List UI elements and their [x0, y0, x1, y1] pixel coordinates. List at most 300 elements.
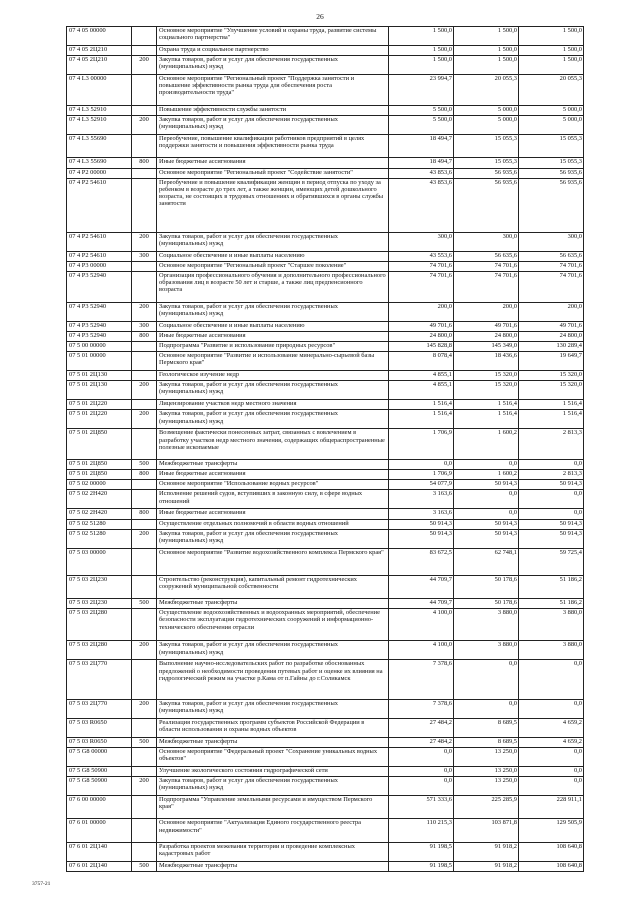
item-name-cell: Основное мероприятие "Региональный проект "Поддержка занятости и повышение эффективности рынка труда для обеспечения роста производительности труда": [157, 75, 389, 106]
year1-amount-cell: 24 800,0: [389, 331, 454, 341]
year2-amount-cell: 56 935,6: [454, 168, 519, 178]
item-name-cell: Основное мероприятие "Улучшение условий и охраны труда, развитие системы социального партнерства": [157, 27, 389, 46]
year3-amount-cell: 108 640,8: [519, 842, 584, 861]
year3-amount-cell: 0,0: [519, 660, 584, 699]
table-row: [67, 861, 584, 871]
year3-amount-cell: 4 659,2: [519, 737, 584, 747]
table-row: [67, 45, 584, 55]
table-row: [67, 737, 584, 747]
table-row: [67, 342, 584, 352]
year3-amount-cell: 1 500,0: [519, 27, 584, 46]
target-code-cell: 07 5 01 2Ц850: [67, 429, 132, 460]
year2-amount-cell: 3 880,0: [454, 641, 519, 660]
year1-amount-cell: 7 378,6: [389, 660, 454, 699]
table-row: [67, 747, 584, 766]
year1-amount-cell: 8 078,4: [389, 352, 454, 371]
year1-amount-cell: 83 672,5: [389, 548, 454, 575]
expense-type-cell: [132, 75, 157, 106]
target-code-cell: 07 4 L3 55690: [67, 158, 132, 168]
table-row: [67, 381, 584, 400]
year1-amount-cell: 0,0: [389, 460, 454, 470]
item-name-cell: Иные бюджетные ассигнования: [157, 509, 389, 519]
year2-amount-cell: 74 701,6: [454, 272, 519, 303]
table-row: [67, 105, 584, 115]
item-name-cell: Повышение эффективности службы занятости: [157, 105, 389, 115]
year2-amount-cell: 15 320,0: [454, 371, 519, 381]
item-name-cell: Основное мероприятие "Развитие и использование минерально-сырьевой базы Пермского края": [157, 352, 389, 371]
expense-type-cell: [132, 795, 157, 818]
table-row: [67, 116, 584, 135]
year1-amount-cell: 27 484,2: [389, 718, 454, 737]
item-name-cell: Основное мероприятие "Региональный проект "Старшее поколение": [157, 261, 389, 271]
expense-type-cell: 200: [132, 116, 157, 135]
table-row: [67, 27, 584, 46]
expense-type-cell: [132, 575, 157, 598]
target-code-cell: 07 5 03 R0650: [67, 718, 132, 737]
expense-type-cell: 200: [132, 410, 157, 429]
expense-type-cell: [132, 134, 157, 157]
year2-amount-cell: 50 914,3: [454, 529, 519, 548]
year3-amount-cell: 51 186,2: [519, 599, 584, 609]
year1-amount-cell: 1 516,4: [389, 410, 454, 429]
year3-amount-cell: 50 914,3: [519, 519, 584, 529]
year2-amount-cell: 56 635,6: [454, 251, 519, 261]
year2-amount-cell: 62 748,1: [454, 548, 519, 575]
target-code-cell: 07 6 00 00000: [67, 795, 132, 818]
target-code-cell: 07 5 03 2Ц770: [67, 660, 132, 699]
table-row: [67, 331, 584, 341]
year3-amount-cell: 5 000,0: [519, 116, 584, 135]
table-row: [67, 795, 584, 818]
year3-amount-cell: 3 880,0: [519, 609, 584, 641]
item-name-cell: Основное мероприятие "Актуализация Единого государственного реестра недвижимости": [157, 819, 389, 842]
budget-table-body: [67, 27, 584, 872]
year3-amount-cell: 59 725,4: [519, 548, 584, 575]
year2-amount-cell: 8 689,5: [454, 737, 519, 747]
expense-type-cell: [132, 371, 157, 381]
item-name-cell: Переобучение, повышение квалификации работников предприятий в целях поддержки занятости и повышения эффективности рынка труда: [157, 134, 389, 157]
expense-type-cell: 200: [132, 56, 157, 75]
year1-amount-cell: 1 516,4: [389, 400, 454, 410]
year3-amount-cell: 108 640,8: [519, 861, 584, 871]
target-code-cell: 07 4 P2 00000: [67, 168, 132, 178]
expense-type-cell: 800: [132, 470, 157, 480]
item-name-cell: Социальное обеспечение и иные выплаты населению: [157, 251, 389, 261]
year3-amount-cell: 130 289,4: [519, 342, 584, 352]
year1-amount-cell: 200,0: [389, 302, 454, 321]
table-row: [67, 509, 584, 519]
item-name-cell: Межбюджетные трансферты: [157, 737, 389, 747]
target-code-cell: 07 5 01 2Ц850: [67, 470, 132, 480]
expense-type-cell: [132, 660, 157, 699]
year1-amount-cell: 44 709,7: [389, 599, 454, 609]
year2-amount-cell: 15 055,3: [454, 134, 519, 157]
table-row: [67, 641, 584, 660]
table-row: [67, 410, 584, 429]
year1-amount-cell: 5 500,0: [389, 116, 454, 135]
year2-amount-cell: 103 871,8: [454, 819, 519, 842]
table-row: [67, 168, 584, 178]
target-code-cell: 07 4 P3 52940: [67, 331, 132, 341]
item-name-cell: Переобучение и повышение квалификации женщин в период отпуска по уходу за ребенком в возрасте до трех лет, а также женщин, имеющих детей дошкольного возраста, не состоящих в трудовых отношениях и обратившихся в органы службы занятости: [157, 178, 389, 232]
target-code-cell: 07 5 03 2Ц280: [67, 641, 132, 660]
item-name-cell: Геологическое изучение недр: [157, 371, 389, 381]
item-name-cell: Закупка товаров, работ и услуг для обеспечения государственных (муниципальных) нужд: [157, 232, 389, 251]
year3-amount-cell: 0,0: [519, 460, 584, 470]
table-row: [67, 480, 584, 490]
year2-amount-cell: 15 055,3: [454, 158, 519, 168]
item-name-cell: Основное мероприятие "Использование водных ресурсов": [157, 480, 389, 490]
year1-amount-cell: 91 198,5: [389, 842, 454, 861]
target-code-cell: 07 5 02 2Н420: [67, 490, 132, 509]
item-name-cell: Основное мероприятие "Федеральный проект "Сохранение уникальных водных объектов": [157, 747, 389, 766]
year1-amount-cell: 5 500,0: [389, 105, 454, 115]
table-row: [67, 460, 584, 470]
table-row: [67, 251, 584, 261]
item-name-cell: Закупка товаров, работ и услуг для обеспечения государственных (муниципальных) нужд: [157, 302, 389, 321]
year3-amount-cell: 56 935,6: [519, 178, 584, 232]
footer-code: 3757-21: [32, 881, 51, 887]
target-code-cell: 07 4 P2 54610: [67, 232, 132, 251]
expense-type-cell: [132, 842, 157, 861]
item-name-cell: Закупка товаров, работ и услуг для обеспечения государственных (муниципальных) нужд: [157, 699, 389, 718]
item-name-cell: Осуществление водоохозяйственных и водоохранных мероприятий, обеспечение безопасности эксплуатации гидротехнических сооружений и информационно-технического обеспечения отрасли: [157, 609, 389, 641]
item-name-cell: Охрана труда и социальное партнерство: [157, 45, 389, 55]
expense-type-cell: 200: [132, 232, 157, 251]
expense-type-cell: 300: [132, 251, 157, 261]
year2-amount-cell: 1 500,0: [454, 27, 519, 46]
target-code-cell: 07 5 02 51280: [67, 519, 132, 529]
year1-amount-cell: 49 701,6: [389, 321, 454, 331]
year3-amount-cell: 2 813,3: [519, 470, 584, 480]
year1-amount-cell: 1 500,0: [389, 45, 454, 55]
year2-amount-cell: 50 178,6: [454, 599, 519, 609]
year2-amount-cell: 0,0: [454, 660, 519, 699]
year1-amount-cell: 43 553,6: [389, 251, 454, 261]
year2-amount-cell: 0,0: [454, 460, 519, 470]
target-code-cell: 07 5 03 2Ц770: [67, 699, 132, 718]
year1-amount-cell: 3 163,6: [389, 490, 454, 509]
target-code-cell: 07 4 05 2Ц210: [67, 45, 132, 55]
item-name-cell: Закупка товаров, работ и услуг для обеспечения государственных (муниципальных) нужд: [157, 529, 389, 548]
expense-type-cell: [132, 272, 157, 303]
table-row: [67, 371, 584, 381]
year2-amount-cell: 56 935,6: [454, 178, 519, 232]
item-name-cell: Осуществление отдельных полномочий в области водных отношений: [157, 519, 389, 529]
expense-type-cell: [132, 429, 157, 460]
year2-amount-cell: 13 250,0: [454, 747, 519, 766]
expense-type-cell: [132, 105, 157, 115]
year1-amount-cell: 4 855,1: [389, 371, 454, 381]
expense-type-cell: 200: [132, 381, 157, 400]
target-code-cell: 07 6 01 2Ц140: [67, 842, 132, 861]
year3-amount-cell: 1 500,0: [519, 45, 584, 55]
year1-amount-cell: 3 163,6: [389, 509, 454, 519]
target-code-cell: 07 4 P3 52940: [67, 272, 132, 303]
expense-type-cell: 500: [132, 460, 157, 470]
year2-amount-cell: 200,0: [454, 302, 519, 321]
table-row: [67, 490, 584, 509]
year3-amount-cell: 15 320,0: [519, 381, 584, 400]
year2-amount-cell: 1 600,2: [454, 429, 519, 460]
year1-amount-cell: 300,0: [389, 232, 454, 251]
item-name-cell: Возмещение фактически понесенных затрат, связанных с вовлечением в разработку участков недр местного значения, содержащих общераспространенные полезные ископаемые: [157, 429, 389, 460]
item-name-cell: Исполнение решений судов, вступивших в законную силу, в сфере водных отношений: [157, 490, 389, 509]
target-code-cell: 07 4 05 00000: [67, 27, 132, 46]
year1-amount-cell: 91 198,5: [389, 861, 454, 871]
year3-amount-cell: 0,0: [519, 509, 584, 519]
year3-amount-cell: 129 505,9: [519, 819, 584, 842]
item-name-cell: Закупка товаров, работ и услуг для обеспечения государственных (муниципальных) нужд: [157, 641, 389, 660]
year1-amount-cell: 27 484,2: [389, 737, 454, 747]
year1-amount-cell: 1 706,9: [389, 470, 454, 480]
table-row: [67, 352, 584, 371]
year3-amount-cell: 24 800,0: [519, 331, 584, 341]
expense-type-cell: 800: [132, 331, 157, 341]
expense-type-cell: [132, 27, 157, 46]
year3-amount-cell: 15 055,3: [519, 134, 584, 157]
table-row: [67, 400, 584, 410]
target-code-cell: 07 5 01 2Ц220: [67, 410, 132, 429]
year1-amount-cell: 4 100,0: [389, 641, 454, 660]
year1-amount-cell: 0,0: [389, 766, 454, 776]
table-row: [67, 75, 584, 106]
year2-amount-cell: 91 918,2: [454, 861, 519, 871]
item-name-cell: Разработка проектов межевания территории и проведение комплексных кадастровых работ: [157, 842, 389, 861]
year1-amount-cell: 18 494,7: [389, 134, 454, 157]
target-code-cell: 07 5 G8 50900: [67, 776, 132, 795]
table-row: [67, 529, 584, 548]
target-code-cell: 07 4 P2 54610: [67, 178, 132, 232]
year1-amount-cell: 50 914,3: [389, 529, 454, 548]
table-row: [67, 519, 584, 529]
year2-amount-cell: 15 320,0: [454, 381, 519, 400]
item-name-cell: Закупка товаров, работ и услуг для обеспечения государственных (муниципальных) нужд: [157, 56, 389, 75]
table-row: [67, 232, 584, 251]
table-row: [67, 766, 584, 776]
item-name-cell: Иные бюджетные ассигнования: [157, 331, 389, 341]
year2-amount-cell: 24 800,0: [454, 331, 519, 341]
table-row: [67, 842, 584, 861]
target-code-cell: 07 5 01 00000: [67, 352, 132, 371]
expense-type-cell: [132, 718, 157, 737]
year3-amount-cell: 5 000,0: [519, 105, 584, 115]
table-row: [67, 660, 584, 699]
target-code-cell: 07 6 01 2Ц140: [67, 861, 132, 871]
year3-amount-cell: 1 516,4: [519, 410, 584, 429]
expense-type-cell: [132, 819, 157, 842]
target-code-cell: 07 5 03 2Ц280: [67, 609, 132, 641]
year2-amount-cell: 1 500,0: [454, 56, 519, 75]
expense-type-cell: 200: [132, 699, 157, 718]
year1-amount-cell: 1 500,0: [389, 56, 454, 75]
item-name-cell: Основное мероприятие "Региональный проект "Содействие занятости": [157, 168, 389, 178]
target-code-cell: 07 5 G8 00000: [67, 747, 132, 766]
item-name-cell: Межбюджетные трансферты: [157, 460, 389, 470]
table-row: [67, 599, 584, 609]
budget-table: [66, 26, 584, 872]
table-row: [67, 56, 584, 75]
target-code-cell: 07 4 P3 52940: [67, 321, 132, 331]
target-code-cell: 07 5 03 R0650: [67, 737, 132, 747]
year2-amount-cell: 20 055,3: [454, 75, 519, 106]
year3-amount-cell: 56 935,6: [519, 168, 584, 178]
year3-amount-cell: 1 516,4: [519, 400, 584, 410]
item-name-cell: Иные бюджетные ассигнования: [157, 158, 389, 168]
table-row: [67, 609, 584, 641]
year3-amount-cell: 56 635,6: [519, 251, 584, 261]
year3-amount-cell: 74 701,6: [519, 272, 584, 303]
year3-amount-cell: 19 649,7: [519, 352, 584, 371]
table-row: [67, 134, 584, 157]
year2-amount-cell: 50 914,3: [454, 480, 519, 490]
year3-amount-cell: 51 186,2: [519, 575, 584, 598]
year3-amount-cell: 50 914,3: [519, 529, 584, 548]
expense-type-cell: [132, 490, 157, 509]
item-name-cell: Межбюджетные трансферты: [157, 861, 389, 871]
expense-type-cell: 500: [132, 599, 157, 609]
expense-type-cell: 300: [132, 321, 157, 331]
year1-amount-cell: 43 853,6: [389, 168, 454, 178]
year2-amount-cell: 5 000,0: [454, 105, 519, 115]
year2-amount-cell: 13 250,0: [454, 766, 519, 776]
target-code-cell: 07 5 01 2Ц130: [67, 381, 132, 400]
expense-type-cell: [132, 766, 157, 776]
target-code-cell: 07 4 P3 52940: [67, 302, 132, 321]
year2-amount-cell: 3 880,0: [454, 609, 519, 641]
item-name-cell: Социальное обеспечение и иные выплаты населению: [157, 321, 389, 331]
year3-amount-cell: 20 055,3: [519, 75, 584, 106]
year3-amount-cell: 3 880,0: [519, 641, 584, 660]
target-code-cell: 07 5 03 00000: [67, 548, 132, 575]
year1-amount-cell: 23 994,7: [389, 75, 454, 106]
page-number: 26: [316, 12, 324, 21]
year3-amount-cell: 2 813,3: [519, 429, 584, 460]
year1-amount-cell: 7 378,6: [389, 699, 454, 718]
year2-amount-cell: 18 436,6: [454, 352, 519, 371]
expense-type-cell: [132, 609, 157, 641]
year2-amount-cell: 5 000,0: [454, 116, 519, 135]
year1-amount-cell: 74 701,6: [389, 261, 454, 271]
year1-amount-cell: 1 706,9: [389, 429, 454, 460]
year2-amount-cell: 1 516,4: [454, 410, 519, 429]
expense-type-cell: 200: [132, 529, 157, 548]
table-row: [67, 261, 584, 271]
target-code-cell: 07 4 L3 52910: [67, 116, 132, 135]
table-row: [67, 548, 584, 575]
year2-amount-cell: 300,0: [454, 232, 519, 251]
year1-amount-cell: 0,0: [389, 747, 454, 766]
year1-amount-cell: 18 494,7: [389, 158, 454, 168]
expense-type-cell: [132, 352, 157, 371]
year3-amount-cell: 0,0: [519, 699, 584, 718]
expense-type-cell: 200: [132, 302, 157, 321]
target-code-cell: 07 4 P2 54610: [67, 251, 132, 261]
table-row: [67, 272, 584, 303]
year2-amount-cell: 1 600,2: [454, 470, 519, 480]
table-row: [67, 321, 584, 331]
expense-type-cell: [132, 178, 157, 232]
year3-amount-cell: 228 911,1: [519, 795, 584, 818]
expense-type-cell: 500: [132, 861, 157, 871]
table-row: [67, 470, 584, 480]
table-row: [67, 302, 584, 321]
year1-amount-cell: 110 215,3: [389, 819, 454, 842]
item-name-cell: Выполнение научно-исследовательских работ по разработке обоснованных предложений о необходимости проведения путевых работ и оценке их влияния на гидрологический режим на участке р.Кама от п.Гайны до г.Соликамск: [157, 660, 389, 699]
expense-type-cell: [132, 261, 157, 271]
item-name-cell: Подпрограмма "Развитие и использование природных ресурсов": [157, 342, 389, 352]
target-code-cell: 07 5 G8 50900: [67, 766, 132, 776]
item-name-cell: Закупка товаров, работ и услуг для обеспечения государственных (муниципальных) нужд: [157, 410, 389, 429]
target-code-cell: 07 5 00 00000: [67, 342, 132, 352]
expense-type-cell: [132, 342, 157, 352]
year2-amount-cell: 0,0: [454, 509, 519, 519]
table-row: [67, 158, 584, 168]
year3-amount-cell: 300,0: [519, 232, 584, 251]
year3-amount-cell: 74 701,6: [519, 261, 584, 271]
year1-amount-cell: 571 333,6: [389, 795, 454, 818]
item-name-cell: Подпрограмма "Управление земельными ресурсами и имуществом Пермского края": [157, 795, 389, 818]
year2-amount-cell: 8 689,5: [454, 718, 519, 737]
year3-amount-cell: 4 659,2: [519, 718, 584, 737]
target-code-cell: 07 4 L3 52910: [67, 105, 132, 115]
year3-amount-cell: 15 320,0: [519, 371, 584, 381]
table-row: [67, 718, 584, 737]
item-name-cell: Реализация государственных программ субъектов Российской Федерации в области использования и охраны водных объектов: [157, 718, 389, 737]
target-code-cell: 07 5 03 2Ц230: [67, 599, 132, 609]
year2-amount-cell: 91 918,2: [454, 842, 519, 861]
year2-amount-cell: 49 701,6: [454, 321, 519, 331]
target-code-cell: 07 4 L3 00000: [67, 75, 132, 106]
target-code-cell: 07 4 P3 00000: [67, 261, 132, 271]
year3-amount-cell: 49 701,6: [519, 321, 584, 331]
year2-amount-cell: 225 285,9: [454, 795, 519, 818]
year2-amount-cell: 13 250,0: [454, 776, 519, 795]
year2-amount-cell: 74 701,6: [454, 261, 519, 271]
year3-amount-cell: 0,0: [519, 490, 584, 509]
expense-type-cell: [132, 45, 157, 55]
item-name-cell: Организация профессионального обучения и дополнительного профессионального образования лиц в возрасте 50 лет и старше, а также лиц предпенсионного возраста: [157, 272, 389, 303]
year1-amount-cell: 1 500,0: [389, 27, 454, 46]
year2-amount-cell: 1 516,4: [454, 400, 519, 410]
item-name-cell: Закупка товаров, работ и услуг для обеспечения государственных (муниципальных) нужд: [157, 116, 389, 135]
year1-amount-cell: 43 853,6: [389, 178, 454, 232]
year1-amount-cell: 0,0: [389, 776, 454, 795]
year3-amount-cell: 15 055,3: [519, 158, 584, 168]
expense-type-cell: [132, 747, 157, 766]
year1-amount-cell: 4 100,0: [389, 609, 454, 641]
table-row: [67, 575, 584, 598]
year1-amount-cell: 4 855,1: [389, 381, 454, 400]
expense-type-cell: 800: [132, 158, 157, 168]
expense-type-cell: [132, 480, 157, 490]
target-code-cell: 07 5 02 51280: [67, 529, 132, 548]
expense-type-cell: [132, 168, 157, 178]
item-name-cell: Строительство (реконструкция), капитальный ремонт гидротехнических сооружений муниципальной собственности: [157, 575, 389, 598]
target-code-cell: 07 6 01 00000: [67, 819, 132, 842]
expense-type-cell: 500: [132, 737, 157, 747]
year2-amount-cell: 145 349,0: [454, 342, 519, 352]
year1-amount-cell: 50 914,3: [389, 519, 454, 529]
year3-amount-cell: 1 500,0: [519, 56, 584, 75]
expense-type-cell: [132, 519, 157, 529]
year3-amount-cell: 50 914,3: [519, 480, 584, 490]
target-code-cell: 07 4 L3 55690: [67, 134, 132, 157]
year2-amount-cell: 0,0: [454, 699, 519, 718]
expense-type-cell: 200: [132, 641, 157, 660]
year2-amount-cell: 0,0: [454, 490, 519, 509]
table-row: [67, 699, 584, 718]
